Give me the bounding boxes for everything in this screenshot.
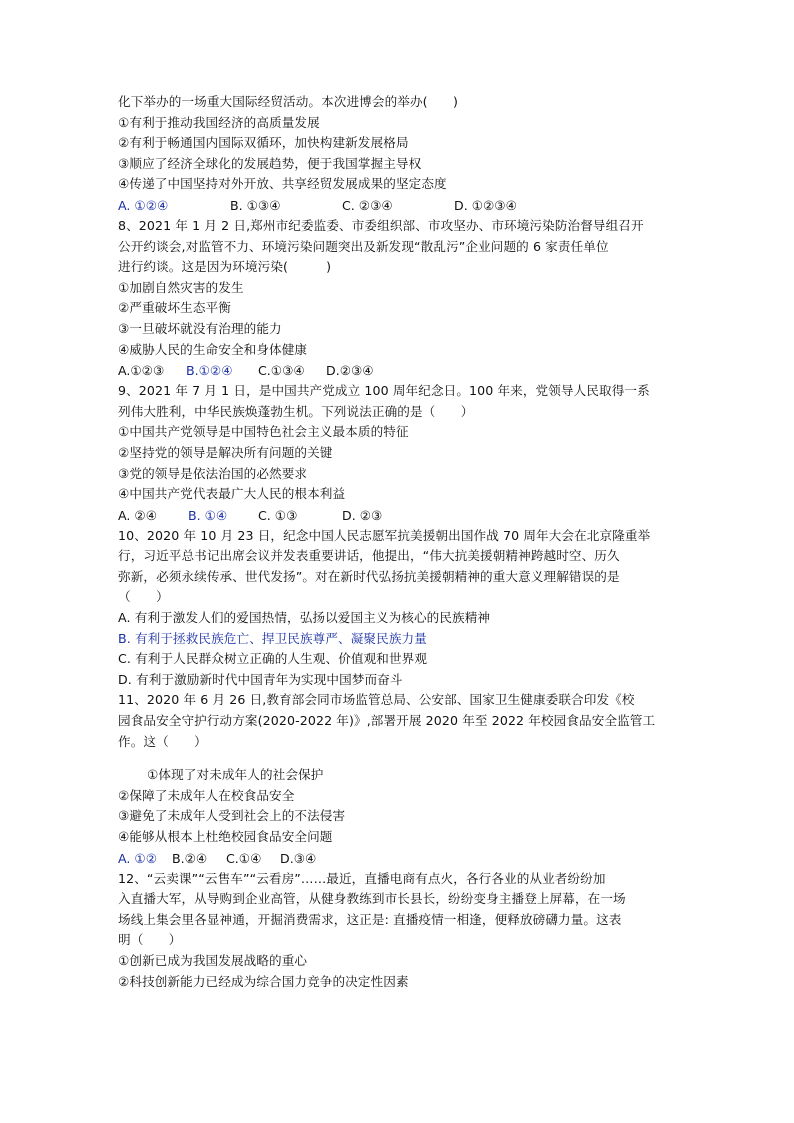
question-stem-line: 9、2021 年 7 月 1 日，是中国共产党成立 100 周年纪念日。100 年来，党领导人民取得一系 [118,383,650,399]
question-stem-line: 进行约谈。这是因为环境污染( ) [118,259,332,275]
statement-item: ①中国共产党领导是中国特色社会主义最本质的特征 [118,424,409,440]
statement-item: ②保障了未成年人在校食品安全 [118,787,295,803]
question-7 [118,92,683,216]
answer-options [118,505,683,526]
statement-item: ③党的领导是依法治国的必然要求 [118,465,308,481]
option-c[interactable]: C.①③④ [258,363,305,379]
option-c[interactable]: C. ②③④ [342,197,393,213]
question-stem-line: 公开约谈会,对监管不力、环境污染问题突出及新发现“散乱污”企业问题的 6 家责任单位 [118,238,609,254]
question-stem-line: 作。这（ ） [118,733,207,749]
exam-page [118,92,683,992]
question-stem-line: 园食品安全守护行动方案(2020-2022 年)》,部署开展 2020 年至 2022 年校园食品安全监管工 [118,713,656,729]
question-stem-line: 10、2020 年 10 月 23 日，纪念中国人民志愿军抗美援朝出国作战 70 周年大会在北京隆重举 [118,527,651,543]
option-d[interactable]: D.③④ [280,850,317,866]
question-stem-line: 明（ ） [118,932,182,948]
question-stem-line: 场线上集会里各显神通，开掘消费需求，这正是: 直播疫情一相逢，便释放磅礴力量。这表 [118,911,622,927]
statement-item: ①创新已成为我国发展战略的重心 [118,952,308,968]
blank-spacer [118,752,683,765]
question-stem-line: 11、2020 年 6 月 26 日,教育部会同市场监管总局、公安部、国家卫生健康委联合印发《校 [118,692,635,708]
option-b[interactable]: B.②④ [172,850,208,866]
option-a[interactable]: A. ①②④ [118,197,169,213]
option-c[interactable]: C. 有利于人民群众树立正确的人生观、价值观和世界观 [118,651,428,667]
question-stem-line: 弥新，必须永续传承、世代发扬”。对在新时代弘扬抗美援朝精神的重大意义理解错误的是 [118,568,620,584]
option-a[interactable]: A. ②④ [118,507,157,523]
answer-options [118,195,683,216]
statement-item: ②严重破坏生态平衡 [118,300,231,316]
statement-item: ③避免了未成年人受到社会上的不法侵害 [118,808,346,824]
option-b[interactable]: B. ①④ [188,507,228,523]
question-12 [118,869,683,993]
option-a[interactable]: A. 有利于激发人们的爱国热情，弘扬以爱国主义为核心的民族精神 [118,610,491,626]
statement-item: ④威胁人民的生命安全和身体健康 [118,341,308,357]
statement-item: ②科技创新能力已经成为综合国力竞争的决定性因素 [118,973,409,989]
statement-item: ①加剧自然灾害的发生 [118,279,244,295]
question-stem: 化下举办的一场重大国际经贸活动。本次进博会的举办( ) [118,94,459,109]
answer-options [118,848,683,869]
option-d[interactable]: D. 有利于激励新时代中国青年为实现中国梦而奋斗 [118,671,403,687]
question-8 [118,216,683,381]
answer-options [118,360,683,381]
option-c[interactable]: C.①④ [226,850,262,866]
question-stem-line: 入直播大军，从导购到企业高管，从健身教练到市长县长，纷纷变身主播登上屏幕，在一场 [118,891,626,907]
question-stem-line: 列伟大胜利，中华民族焕蓬勃生机。下列说法正确的是（ ） [118,403,474,419]
option-b[interactable]: B.①②④ [186,363,233,379]
statement-item: ④传递了中国坚持对外开放、共享经贸发展成果的坚定态度 [118,176,447,192]
statement-item: ①体现了对未成年人的社会保护 [147,767,324,783]
statement-item: ③顺应了经济全球化的发展趋势，便于我国掌握主导权 [118,155,422,171]
statement-item: ④中国共产党代表最广大人民的根本利益 [118,486,346,502]
statement-item: ④能够从根本上杜绝校园食品安全问题 [118,829,333,844]
question-9 [118,381,683,526]
option-a[interactable]: A. ①② [118,850,157,866]
option-d[interactable]: D.②③④ [326,363,374,379]
statement-item: ②坚持党的领导是解决所有问题的关键 [118,444,333,460]
option-d[interactable]: D. ②③ [342,507,383,523]
question-stem-line: 行，习近平总书记出席会议并发表重要讲话，他提出，“伟大抗美援朝精神跨越时空、历久 [118,548,620,564]
statement-item: ②有利于畅通国内国际双循环，加快构建新发展格局 [118,135,409,151]
option-d[interactable]: D. ①②③④ [454,197,517,213]
option-a[interactable]: A.①②③ [118,363,165,379]
option-c[interactable]: C. ①③ [258,507,298,523]
statement-item: ①有利于推动我国经济的高质量发展 [118,114,320,130]
question-10 [118,526,683,691]
statement-item: ③一旦破坏就没有治理的能力 [118,320,282,336]
question-stem-line: 8、2021 年 1 月 2 日,郑州市纪委监委、市委组织部、市攻坚办、市环境污染防治督导组召开 [118,217,644,233]
question-stem-line: 12、“云卖课”“云售车”“云看房”……最近，直播电商有点火，各行各业的从业者纷纷加 [118,870,606,886]
option-b[interactable]: B. 有利于拯救民族危亡、捍卫民族尊严、凝聚民族力量 [118,630,427,646]
option-b[interactable]: B. ①③④ [230,197,281,213]
question-11 [118,690,683,868]
question-stem-line: （ ） [118,589,169,605]
